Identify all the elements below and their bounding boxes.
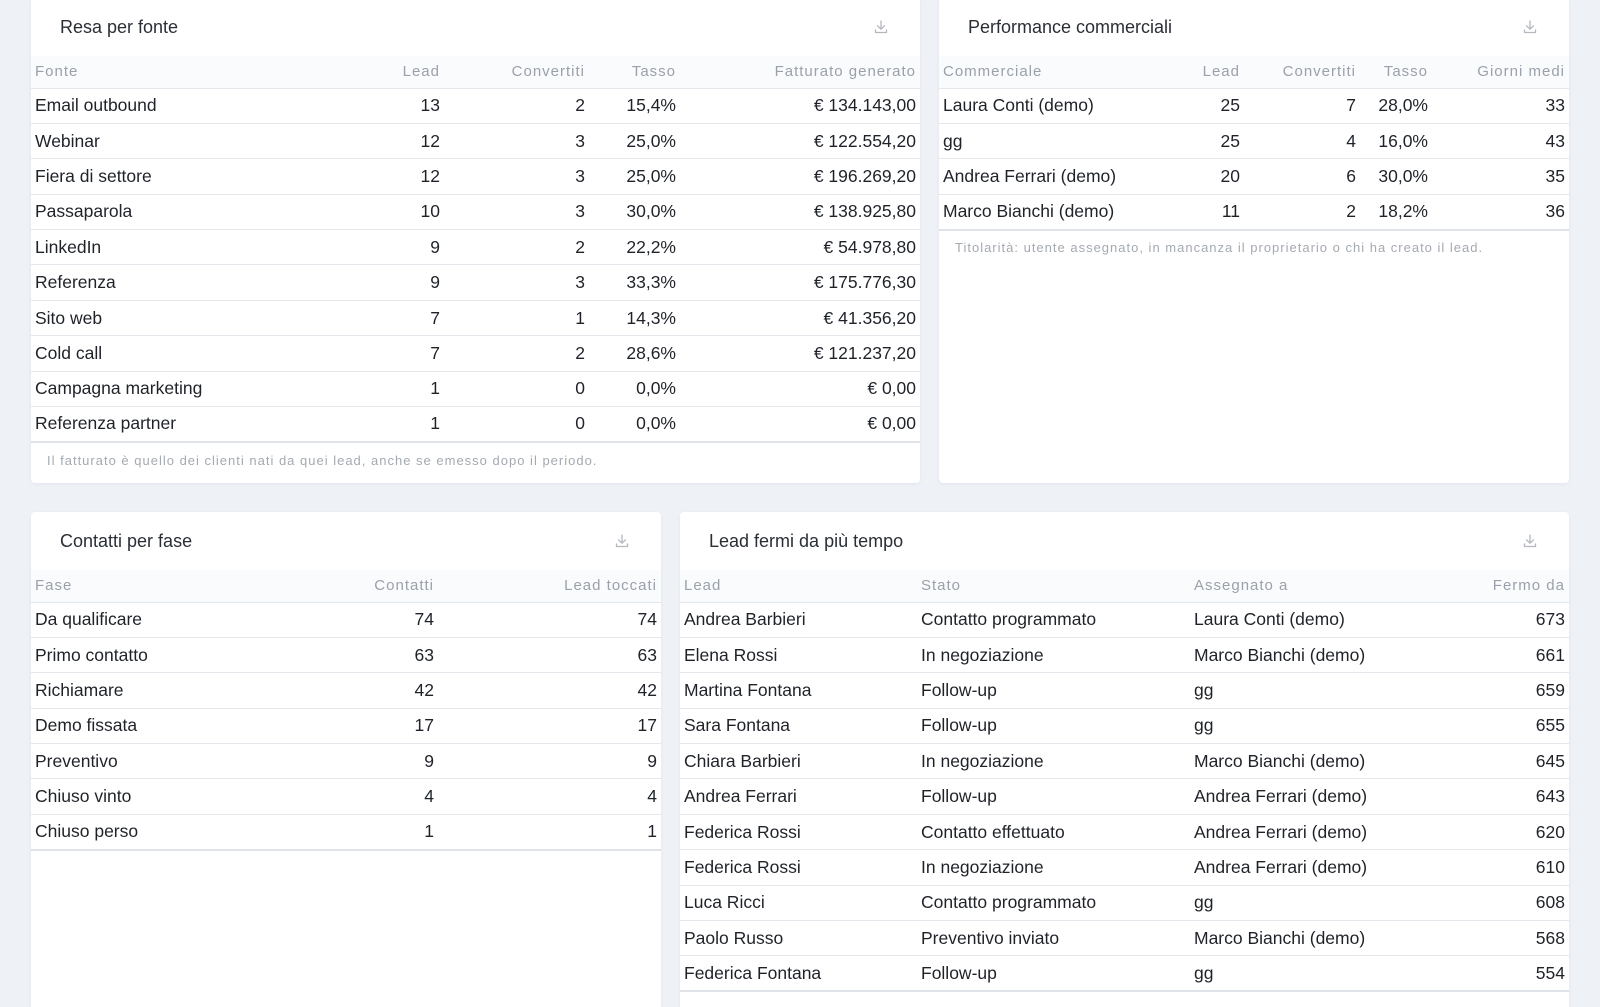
table-cell: Follow-up [917, 779, 1190, 814]
table-cell: 15,4% [589, 88, 680, 123]
table-cell: LinkedIn [31, 230, 331, 265]
table-cell: In negoziazione [917, 744, 1190, 779]
table-cell: Campagna marketing [31, 371, 331, 406]
table-cell: Sito web [31, 300, 331, 335]
table-footnote: Titolarità: utente assegnato, in mancanza il proprietario o chi ha creato il lead. [955, 239, 1484, 255]
table-row[interactable] [680, 708, 1569, 743]
performance-commerciali-card [939, 0, 1569, 483]
table-cell: Luca Ricci [680, 885, 917, 920]
table-cell: 3 [444, 159, 589, 194]
table-row[interactable] [31, 708, 661, 743]
table-cell: 14,3% [589, 300, 680, 335]
table-cell: 0 [444, 371, 589, 406]
table-cell: 655 [1435, 708, 1569, 743]
table-cell: 3 [444, 194, 589, 229]
table-cell: 643 [1435, 779, 1569, 814]
resa-per-fonte-card [31, 0, 920, 483]
table-row[interactable] [31, 159, 920, 194]
table-cell: In negoziazione [917, 637, 1190, 672]
table-cell: 25,0% [589, 159, 680, 194]
table-cell: Fiera di settore [31, 159, 331, 194]
table-cell: 63 [271, 637, 438, 672]
table-cell: 568 [1435, 921, 1569, 956]
column-header: Lead toccati [438, 570, 661, 602]
table-row[interactable] [31, 814, 661, 849]
table-cell: 4 [1244, 123, 1360, 158]
table-cell: 74 [271, 602, 438, 637]
table-cell: 16,0% [1360, 123, 1432, 158]
table-cell: Chiara Barbieri [680, 744, 917, 779]
table-cell: 33,3% [589, 265, 680, 300]
table-cell: 42 [438, 673, 661, 708]
table-cell: 661 [1435, 637, 1569, 672]
table-cell: 35 [1432, 159, 1569, 194]
table-cell: 7 [331, 300, 444, 335]
table-row[interactable] [680, 779, 1569, 814]
table-row[interactable] [31, 602, 661, 637]
table-cell: Federica Rossi [680, 850, 917, 885]
table-footnote: Il fatturato è quello dei clienti nati da quei lead, anche se emesso dopo il periodo. [47, 452, 598, 468]
download-button[interactable] [1519, 16, 1541, 38]
column-header: Fase [31, 570, 271, 602]
download-icon [614, 533, 630, 549]
download-button[interactable] [870, 16, 892, 38]
table-cell: In negoziazione [917, 850, 1190, 885]
column-header: Giorni medi [1432, 56, 1569, 88]
table-row[interactable] [939, 88, 1569, 123]
table-row[interactable] [31, 123, 920, 158]
table-row[interactable] [680, 956, 1569, 991]
table-cell: Andrea Ferrari [680, 779, 917, 814]
table-row[interactable] [939, 123, 1569, 158]
download-button[interactable] [611, 530, 633, 552]
table-cell: 620 [1435, 814, 1569, 849]
table-cell: Laura Conti (demo) [1190, 602, 1435, 637]
table-cell: Andrea Ferrari (demo) [1190, 850, 1435, 885]
table-row[interactable] [939, 159, 1569, 194]
table-cell: Andrea Ferrari (demo) [939, 159, 1184, 194]
table-row[interactable] [31, 779, 661, 814]
card-title: Resa per fonte [60, 16, 179, 37]
table-cell: 1 [438, 814, 661, 849]
table-cell: 6 [1244, 159, 1360, 194]
table-cell: Preventivo [31, 744, 271, 779]
table-cell: Email outbound [31, 88, 331, 123]
table-cell: 1 [331, 371, 444, 406]
table-row[interactable] [31, 637, 661, 672]
table-row[interactable] [31, 673, 661, 708]
table-row[interactable] [31, 265, 920, 300]
table-row[interactable] [939, 194, 1569, 229]
contatti-per-fase-card [31, 512, 661, 1007]
table-cell: 30,0% [589, 194, 680, 229]
column-header: Commerciale [939, 56, 1184, 88]
table-cell: Primo contatto [31, 637, 271, 672]
table-cell: 13 [331, 88, 444, 123]
table-row[interactable] [31, 88, 920, 123]
column-header: Convertiti [1244, 56, 1360, 88]
column-header: Lead [331, 56, 444, 88]
column-header: Fatturato generato [680, 56, 920, 88]
table-cell: 4 [438, 779, 661, 814]
table-cell: 42 [271, 673, 438, 708]
table-cell: 7 [331, 336, 444, 371]
table-cell: 659 [1435, 673, 1569, 708]
table-cell: 2 [444, 336, 589, 371]
table-header-row [31, 570, 661, 602]
table-cell: gg [1190, 956, 1435, 991]
column-header: Tasso [1360, 56, 1432, 88]
table-cell: 25,0% [589, 123, 680, 158]
table-cell: € 122.554,20 [680, 123, 920, 158]
table-cell: € 134.143,00 [680, 88, 920, 123]
table-cell: Andrea Ferrari (demo) [1190, 814, 1435, 849]
table-cell: Marco Bianchi (demo) [1190, 921, 1435, 956]
table-row[interactable] [680, 850, 1569, 885]
table-cell: 554 [1435, 956, 1569, 991]
table-cell: 610 [1435, 850, 1569, 885]
download-icon [1522, 533, 1538, 549]
table-cell: 25 [1184, 123, 1244, 158]
table-cell: 17 [438, 708, 661, 743]
table-cell: 4 [271, 779, 438, 814]
table-cell: Marco Bianchi (demo) [939, 194, 1184, 229]
download-icon [873, 19, 889, 35]
table-cell: Sara Fontana [680, 708, 917, 743]
table-cell: 9 [271, 744, 438, 779]
resa-table [31, 56, 920, 443]
column-header: Convertiti [444, 56, 589, 88]
table-cell: 1 [444, 300, 589, 335]
table-cell: 608 [1435, 885, 1569, 920]
table-cell: 645 [1435, 744, 1569, 779]
table-cell: 28,6% [589, 336, 680, 371]
table-cell: Chiuso perso [31, 814, 271, 849]
table-cell: 673 [1435, 602, 1569, 637]
table-cell: Passaparola [31, 194, 331, 229]
table-cell: 63 [438, 637, 661, 672]
table-cell: Chiuso vinto [31, 779, 271, 814]
table-row[interactable] [680, 921, 1569, 956]
table-cell: 1 [331, 407, 444, 442]
card-title: Performance commerciali [968, 16, 1173, 37]
table-cell: 30,0% [1360, 159, 1432, 194]
table-row[interactable] [680, 814, 1569, 849]
column-header: Assegnato a [1190, 570, 1435, 602]
table-cell: Demo fissata [31, 708, 271, 743]
column-header: Lead [1184, 56, 1244, 88]
table-cell: 33 [1432, 88, 1569, 123]
table-row[interactable] [31, 194, 920, 229]
lead-fermi-table [680, 570, 1569, 992]
column-header: Tasso [589, 56, 680, 88]
card-header [31, 0, 920, 56]
table-cell: Preventivo inviato [917, 921, 1190, 956]
table-cell: € 0,00 [680, 371, 920, 406]
column-header: Lead [680, 570, 917, 602]
table-cell: 20 [1184, 159, 1244, 194]
table-cell: 0,0% [589, 407, 680, 442]
performance-table [939, 56, 1569, 231]
card-title: Contatti per fase [60, 530, 193, 551]
table-cell: 36 [1432, 194, 1569, 229]
table-cell: Federica Rossi [680, 814, 917, 849]
table-cell: Marco Bianchi (demo) [1190, 744, 1435, 779]
table-cell: 0 [444, 407, 589, 442]
download-icon [1522, 19, 1538, 35]
table-cell: 0,0% [589, 371, 680, 406]
table-cell: gg [939, 123, 1184, 158]
download-button[interactable] [1519, 530, 1541, 552]
table-cell: Richiamare [31, 673, 271, 708]
table-cell: Federica Fontana [680, 956, 917, 991]
table-cell: Referenza [31, 265, 331, 300]
card-header [939, 0, 1569, 56]
table-cell: Referenza partner [31, 407, 331, 442]
table-cell: 12 [331, 123, 444, 158]
table-cell: € 54.978,80 [680, 230, 920, 265]
table-cell: 18,2% [1360, 194, 1432, 229]
table-cell: 1 [271, 814, 438, 849]
table-cell: 2 [444, 230, 589, 265]
table-cell: Webinar [31, 123, 331, 158]
table-cell: gg [1190, 708, 1435, 743]
table-cell: 9 [331, 265, 444, 300]
table-cell: Cold call [31, 336, 331, 371]
column-header: Stato [917, 570, 1190, 602]
table-row[interactable] [31, 230, 920, 265]
lead-fermi-card [680, 512, 1569, 1007]
table-row[interactable] [680, 637, 1569, 672]
table-cell: 3 [444, 265, 589, 300]
table-row[interactable] [680, 673, 1569, 708]
table-cell: Contatto effettuato [917, 814, 1190, 849]
table-cell: Andrea Ferrari (demo) [1190, 779, 1435, 814]
table-cell: 3 [444, 123, 589, 158]
table-cell: 12 [331, 159, 444, 194]
table-cell: gg [1190, 673, 1435, 708]
table-cell: 2 [1244, 194, 1360, 229]
table-cell: € 196.269,20 [680, 159, 920, 194]
table-row[interactable] [31, 371, 920, 406]
table-header-row [680, 570, 1569, 602]
table-row[interactable] [680, 602, 1569, 637]
table-cell: Follow-up [917, 673, 1190, 708]
table-cell: € 138.925,80 [680, 194, 920, 229]
column-header: Contatti [271, 570, 438, 602]
table-cell: Paolo Russo [680, 921, 917, 956]
table-cell: 28,0% [1360, 88, 1432, 123]
table-cell: € 175.776,30 [680, 265, 920, 300]
table-cell: Da qualificare [31, 602, 271, 637]
table-cell: 9 [438, 744, 661, 779]
table-row[interactable] [680, 744, 1569, 779]
column-header: Fermo da [1435, 570, 1569, 602]
table-cell: Contatto programmato [917, 602, 1190, 637]
contatti-table [31, 570, 661, 851]
table-row[interactable] [31, 407, 920, 442]
table-cell: 25 [1184, 88, 1244, 123]
table-row[interactable] [31, 336, 920, 371]
table-cell: gg [1190, 885, 1435, 920]
table-cell: € 0,00 [680, 407, 920, 442]
table-header-row [31, 56, 920, 88]
table-cell: 10 [331, 194, 444, 229]
table-row[interactable] [680, 885, 1569, 920]
table-cell: € 41.356,20 [680, 300, 920, 335]
table-cell: € 121.237,20 [680, 336, 920, 371]
table-cell: Laura Conti (demo) [939, 88, 1184, 123]
table-cell: Martina Fontana [680, 673, 917, 708]
card-header [31, 512, 661, 570]
card-header [680, 512, 1569, 570]
column-header: Fonte [31, 56, 331, 88]
table-cell: Elena Rossi [680, 637, 917, 672]
table-row[interactable] [31, 744, 661, 779]
table-cell: 43 [1432, 123, 1569, 158]
table-cell: 11 [1184, 194, 1244, 229]
table-cell: Follow-up [917, 956, 1190, 991]
table-row[interactable] [31, 300, 920, 335]
table-cell: Andrea Barbieri [680, 602, 917, 637]
table-header-row [939, 56, 1569, 88]
table-cell: 9 [331, 230, 444, 265]
table-cell: 17 [271, 708, 438, 743]
table-cell: Marco Bianchi (demo) [1190, 637, 1435, 672]
table-cell: 7 [1244, 88, 1360, 123]
card-title: Lead fermi da più tempo [709, 530, 904, 551]
table-cell: 2 [444, 88, 589, 123]
table-cell: Follow-up [917, 708, 1190, 743]
table-cell: 22,2% [589, 230, 680, 265]
table-cell: Contatto programmato [917, 885, 1190, 920]
table-cell: 74 [438, 602, 661, 637]
